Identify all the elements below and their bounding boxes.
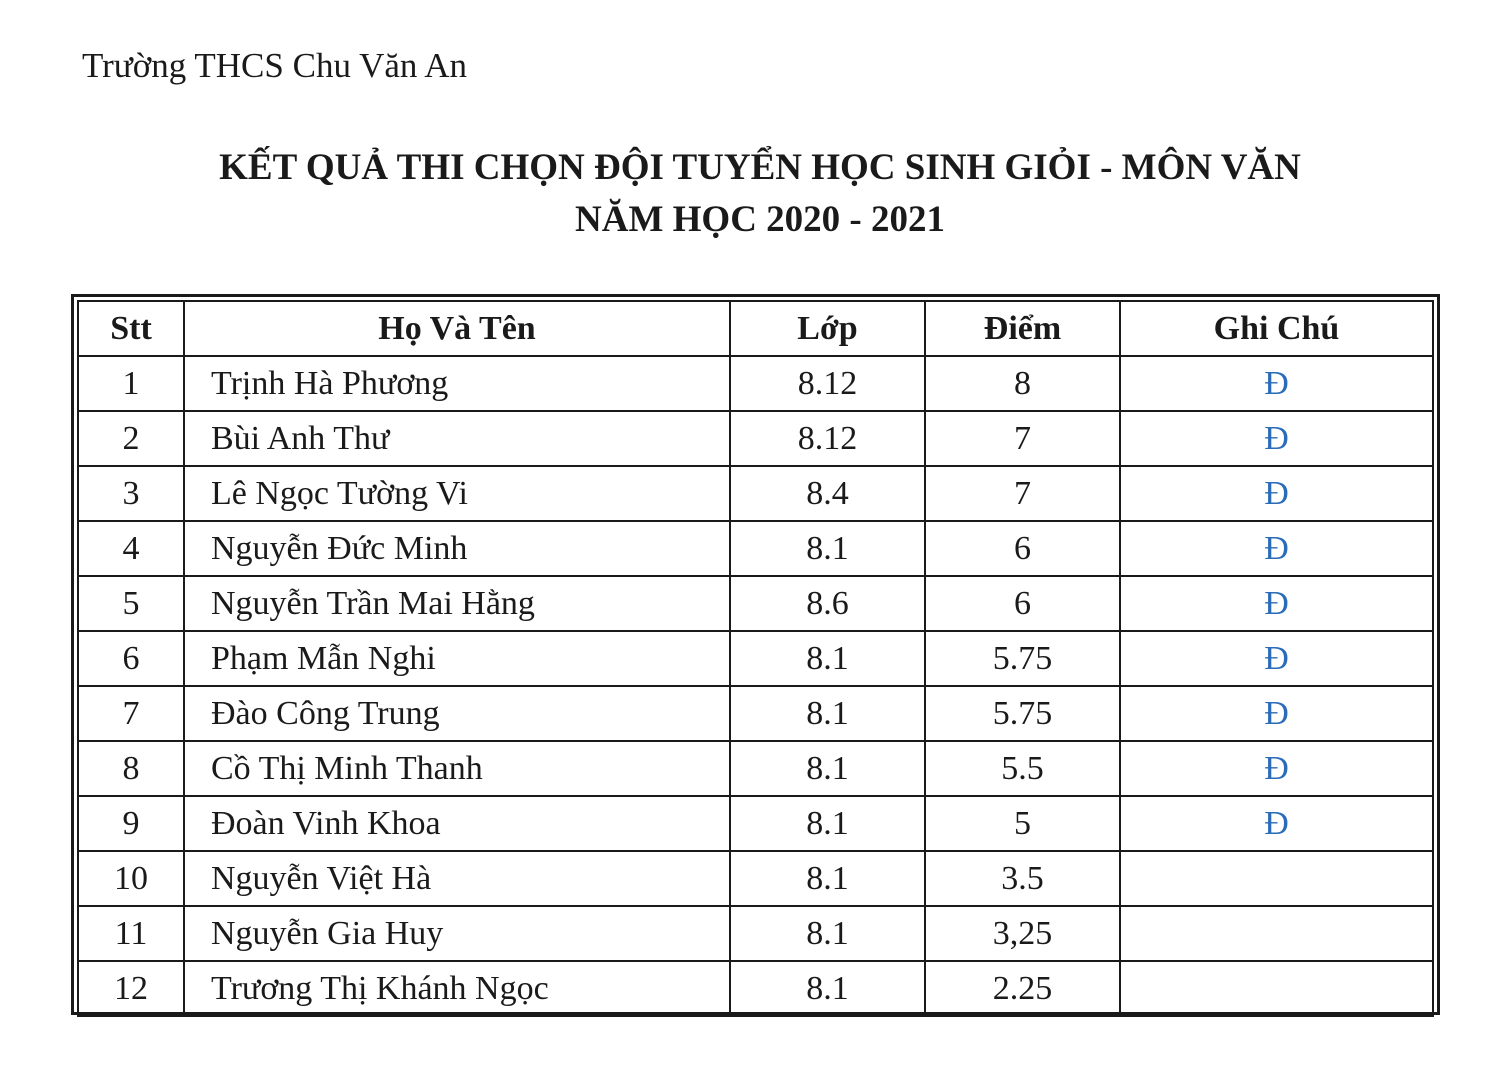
cell-score: 8	[925, 356, 1120, 411]
school-year-title: NĂM HỌC 2020 - 2021	[575, 199, 945, 240]
cell-note	[1120, 961, 1433, 1016]
cell-class: 8.1	[730, 741, 925, 796]
cell-score: 7	[925, 411, 1120, 466]
cell-score: 5.75	[925, 686, 1120, 741]
cell-class: 8.1	[730, 631, 925, 686]
cell-stt: 11	[78, 906, 184, 961]
cell-name: Nguyễn Đức Minh	[184, 521, 730, 576]
table-row	[78, 356, 1433, 411]
cell-stt: 8	[78, 741, 184, 796]
cell-stt: 5	[78, 576, 184, 631]
cell-score: 5.75	[925, 631, 1120, 686]
table-row	[78, 906, 1433, 961]
cell-note: Đ	[1120, 741, 1433, 796]
cell-note	[1120, 906, 1433, 961]
cell-class: 8.1	[730, 906, 925, 961]
table-row	[78, 576, 1433, 631]
cell-stt: 2	[78, 411, 184, 466]
results-table-frame	[71, 294, 1440, 1015]
cell-class: 8.1	[730, 796, 925, 851]
header-name: Họ Và Tên	[184, 301, 730, 356]
results-table	[77, 300, 1434, 1017]
cell-stt: 9	[78, 796, 184, 851]
cell-stt: 3	[78, 466, 184, 521]
cell-score: 6	[925, 521, 1120, 576]
cell-class: 8.4	[730, 466, 925, 521]
cell-class: 8.1	[730, 851, 925, 906]
cell-name: Phạm Mẫn Nghi	[184, 631, 730, 686]
cell-name: Đào Công Trung	[184, 686, 730, 741]
cell-class: 8.12	[730, 356, 925, 411]
cell-score: 3.5	[925, 851, 1120, 906]
header-score: Điểm	[925, 301, 1120, 356]
cell-stt: 7	[78, 686, 184, 741]
cell-note: Đ	[1120, 466, 1433, 521]
cell-note: Đ	[1120, 356, 1433, 411]
cell-stt: 12	[78, 961, 184, 1016]
cell-note: Đ	[1120, 576, 1433, 631]
header-stt: Stt	[78, 301, 184, 356]
cell-score: 5.5	[925, 741, 1120, 796]
header-note: Ghi Chú	[1120, 301, 1433, 356]
cell-name: Nguyễn Việt Hà	[184, 851, 730, 906]
cell-score: 5	[925, 796, 1120, 851]
cell-class: 8.1	[730, 521, 925, 576]
cell-name: Trịnh Hà Phương	[184, 356, 730, 411]
cell-note: Đ	[1120, 411, 1433, 466]
table-row	[78, 686, 1433, 741]
table-row	[78, 466, 1433, 521]
cell-name: Cồ Thị Minh Thanh	[184, 741, 730, 796]
header-class: Lớp	[730, 301, 925, 356]
cell-class: 8.1	[730, 686, 925, 741]
cell-name: Bùi Anh Thư	[184, 411, 730, 466]
cell-name: Đoàn Vinh Khoa	[184, 796, 730, 851]
cell-class: 8.6	[730, 576, 925, 631]
cell-stt: 6	[78, 631, 184, 686]
cell-stt: 10	[78, 851, 184, 906]
school-name: Trường THCS Chu Văn An	[82, 46, 467, 85]
table-header-row	[78, 301, 1433, 356]
table-row	[78, 741, 1433, 796]
cell-name: Nguyễn Trần Mai Hằng	[184, 576, 730, 631]
cell-score: 6	[925, 576, 1120, 631]
cell-note: Đ	[1120, 686, 1433, 741]
cell-score: 2.25	[925, 961, 1120, 1016]
cell-note: Đ	[1120, 521, 1433, 576]
table-row	[78, 851, 1433, 906]
cell-stt: 1	[78, 356, 184, 411]
cell-class: 8.1	[730, 961, 925, 1016]
cell-stt: 4	[78, 521, 184, 576]
cell-score: 7	[925, 466, 1120, 521]
cell-name: Trương Thị Khánh Ngọc	[184, 961, 730, 1016]
table-row	[78, 631, 1433, 686]
document-title: KẾT QUẢ THI CHỌN ĐỘI TUYỂN HỌC SINH GIỎI - MÔN VĂN	[219, 147, 1301, 188]
table-row	[78, 411, 1433, 466]
cell-name: Lê Ngọc Tường Vi	[184, 466, 730, 521]
table-row	[78, 521, 1433, 576]
table-row	[78, 796, 1433, 851]
cell-note: Đ	[1120, 796, 1433, 851]
cell-note	[1120, 851, 1433, 906]
cell-class: 8.12	[730, 411, 925, 466]
cell-name: Nguyễn Gia Huy	[184, 906, 730, 961]
table-row	[78, 961, 1433, 1016]
cell-note: Đ	[1120, 631, 1433, 686]
cell-score: 3,25	[925, 906, 1120, 961]
